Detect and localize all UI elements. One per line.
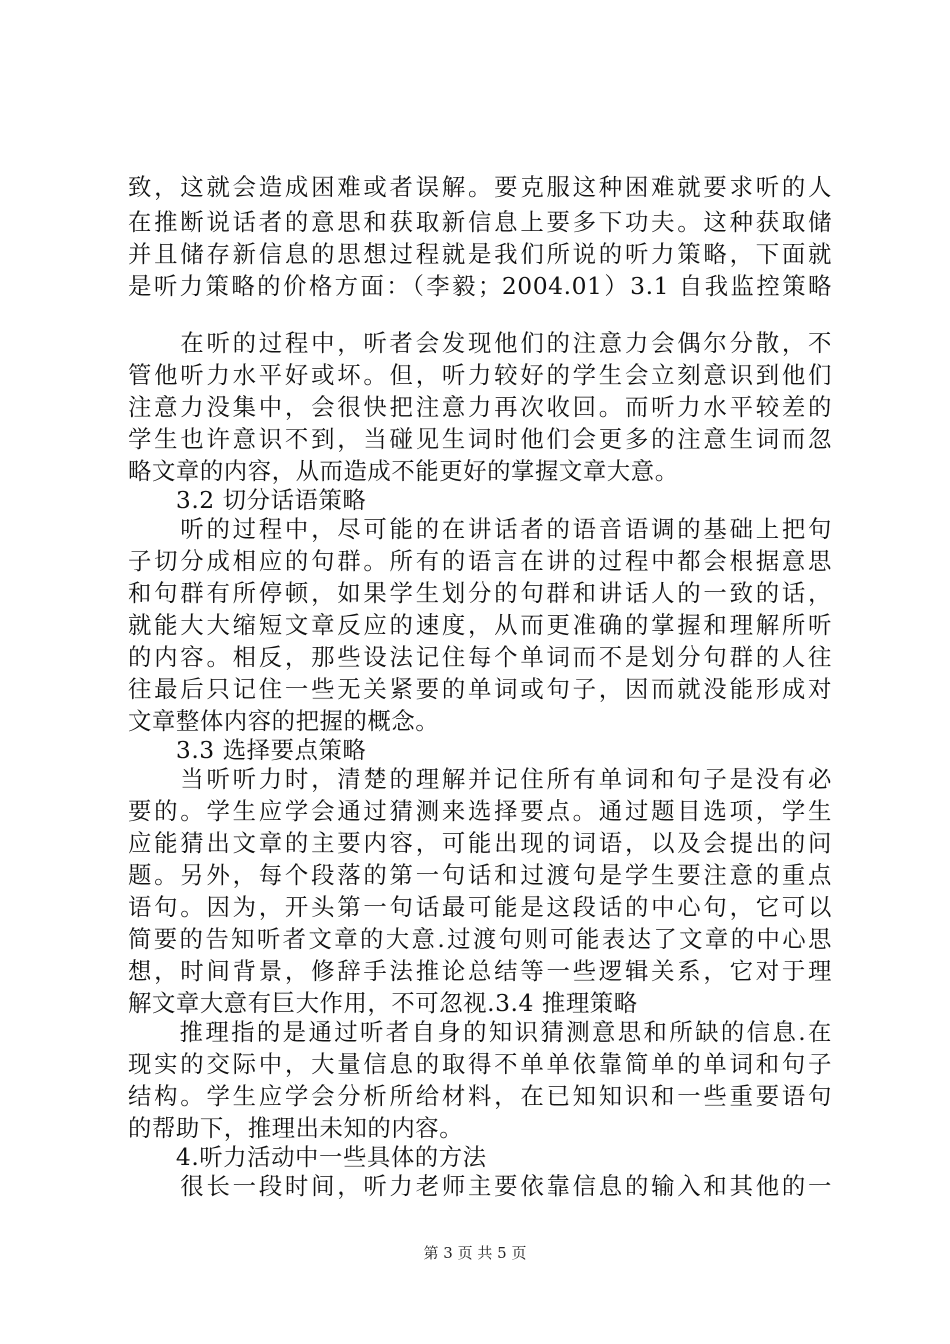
text-line: 管他听力水平好或坏。但，听力较好的学生会立刻意识到他们: [128, 361, 832, 389]
text-line: 想，时间背景，修辞手法推论总结等一些逻辑关系，它对于理: [128, 957, 832, 985]
text-line: 的帮助下，推理出未知的内容。: [128, 1114, 464, 1142]
text-line: 并且储存新信息的思想过程就是我们所说的听力策略，下面就: [128, 240, 832, 268]
text-line: 应能猜出文章的主要内容，可能出现的词语，以及会提出的问: [128, 829, 832, 857]
text-line: 题。另外，每个段落的第一句话和过渡句是学生要注意的重点: [128, 861, 832, 889]
text-line: 很长一段时间，听力老师主要依靠信息的输入和其他的一: [128, 1172, 832, 1200]
text-line: 子切分成相应的句群。所有的语言在讲的过程中都会根据意思: [128, 547, 832, 575]
text-line: 简要的告知听者文章的大意.过渡句则可能表达了文章的中心思: [128, 925, 832, 953]
text-line: 的内容。相反，那些设法记住每个单词而不是划分句群的人往: [128, 643, 832, 671]
text-line: 听的过程中，尽可能的在讲话者的语音语调的基础上把句: [128, 515, 832, 543]
text-line: 在听的过程中，听者会发现他们的注意力会偶尔分散，不: [128, 329, 832, 357]
text-line: 致，这就会造成困难或者误解。要克服这种困难就要求听的人: [128, 173, 832, 201]
text-line: 现实的交际中，大量信息的取得不单单依靠简单的单词和句子: [128, 1050, 832, 1078]
text-line: 推理指的是通过听者自身的知识猜测意思和所缺的信息.在: [128, 1018, 832, 1046]
text-line: 在推断说话者的意思和获取新信息上要多下功夫。这种获取储: [128, 208, 832, 236]
text-line: 往最后只记住一些无关紧要的单词或句子，因而就没能形成对: [128, 675, 832, 703]
text-line: 解文章大意有巨大作用，不可忽视.3.4 推理策略: [128, 989, 638, 1017]
text-line: 文章整体内容的把握的概念。: [128, 707, 440, 735]
text-line: 是听力策略的价格方面：（李毅；2004.01）3.1 自我监控策略: [128, 272, 832, 300]
text-line: 要的。学生应学会通过猜测来选择要点。通过题目选项，学生: [128, 797, 832, 825]
text-line: 注意力没集中，会很快把注意力再次收回。而听力水平较差的: [128, 393, 832, 421]
text-line: 语句。因为，开头第一句话最可能是这段话的中心句，它可以: [128, 893, 832, 921]
section-heading: 3.3 选择要点策略: [128, 736, 367, 764]
text-line: 结构。学生应学会分析所给材料，在已知知识和一些重要语句: [128, 1082, 832, 1110]
section-heading: 3.2 切分话语策略: [128, 486, 367, 514]
text-line: 略文章的内容，从而造成不能更好的掌握文章大意。: [128, 457, 679, 485]
section-heading: 4.听力活动中一些具体的方法: [128, 1143, 487, 1171]
text-line: 就能大大缩短文章反应的速度，从而更准确的掌握和理解所听: [128, 611, 832, 639]
page-number-footer: 第 3 页 共 5 页: [423, 1244, 527, 1262]
text-line: 和句群有所停顿，如果学生划分的句群和讲话人的一致的话，: [128, 579, 832, 607]
text-line: 当听听力时，清楚的理解并记住所有单词和句子是没有必: [128, 765, 832, 793]
text-line: 学生也许意识不到，当碰见生词时他们会更多的注意生词而忽: [128, 425, 832, 453]
